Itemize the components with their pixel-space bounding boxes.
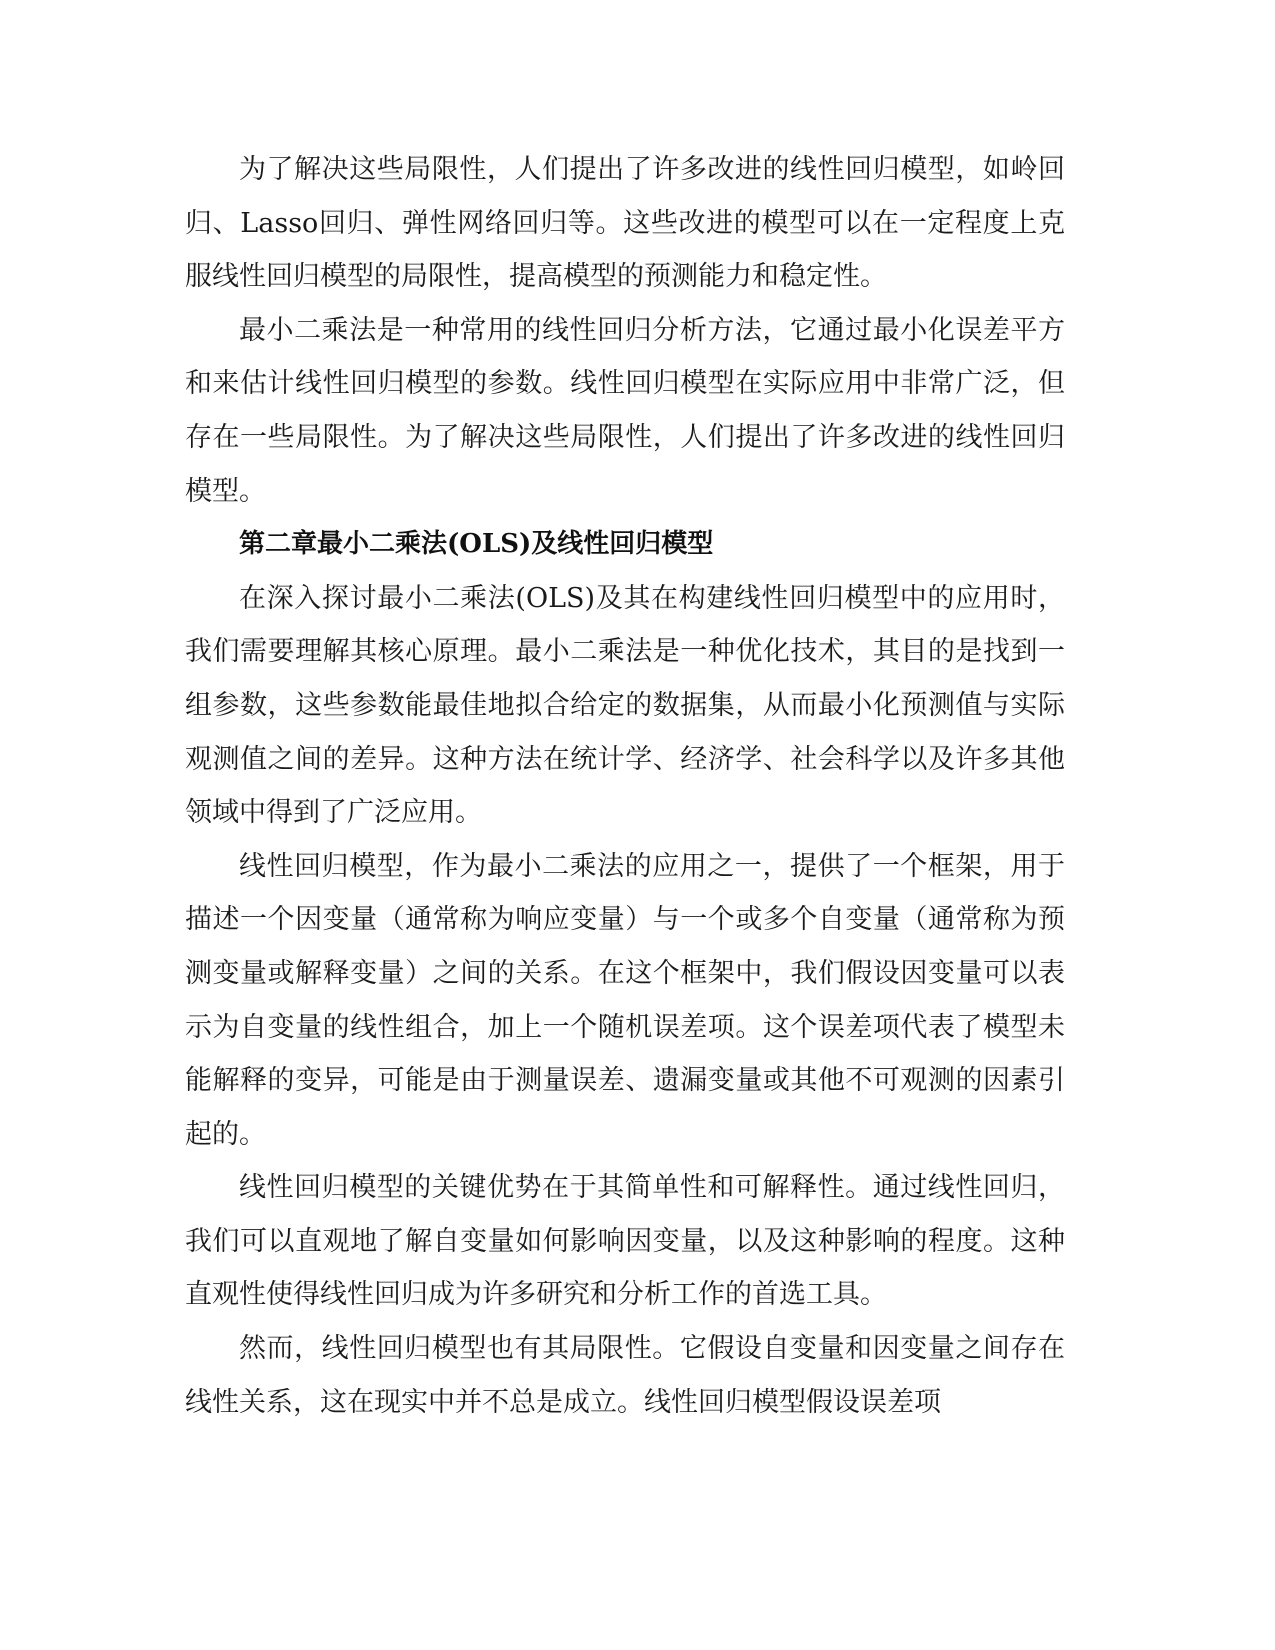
paragraph-ols-summary: 最小二乘法是一种常用的线性回归分析方法，它通过最小化误差平方和来估计线性回归模型的参数。线性回归模型在实际应用中非常广泛，但存在一些局限性。为了解决这些局限性，人们提出了许多改进的线性回归模型。 [185,314,1065,507]
paragraph-ols-principle: 在深入探讨最小二乘法(OLS)及其在构建线性回归模型中的应用时，我们需要理解其核心原理。最小二乘法是一种优化技术，其目的是找到一组参数，这些参数能最佳地拟合给定的数据集，从而最小化预测值与实际观测值之间的差异。这种方法在统计学、经济学、社会科学以及许多其他领域中得到了广泛应用。 [185,582,1065,829]
paragraph-linear-model-limitations: 然而，线性回归模型也有其局限性。它假设自变量和因变量之间存在线性关系，这在现实中并不总是成立。线性回归模型假设误差项 [185,1333,1065,1418]
paragraph-linear-model-framework: 线性回归模型，作为最小二乘法的应用之一，提供了一个框架，用于描述一个因变量（通常称为响应变量）与一个或多个自变量（通常称为预测变量或解释变量）之间的关系。在这个框架中，我们假设因变量可以表示为自变量的线性组合，加上一个随机误差项。这个误差项代表了模型未能解释的变异，可能是由于测量误差、遗漏变量或其他不可观测的因素引起的。 [185,850,1065,1150]
chapter-heading: 第二章最小二乘法(OLS)及线性回归模型 [239,529,714,560]
document-body [185,143,1065,1429]
paragraph-improved-models: 为了解决这些局限性，人们提出了许多改进的线性回归模型，如岭回归、Lasso回归、弹性网络回归等。这些改进的模型可以在一定程度上克服线性回归模型的局限性，提高模型的预测能力和稳定性。 [185,154,1065,293]
paragraph-linear-model-advantages: 线性回归模型的关键优势在于其简单性和可解释性。通过线性回归，我们可以直观地了解自变量如何影响因变量，以及这种影响的程度。这种直观性使得线性回归成为许多研究和分析工作的首选工具。 [185,1172,1065,1311]
